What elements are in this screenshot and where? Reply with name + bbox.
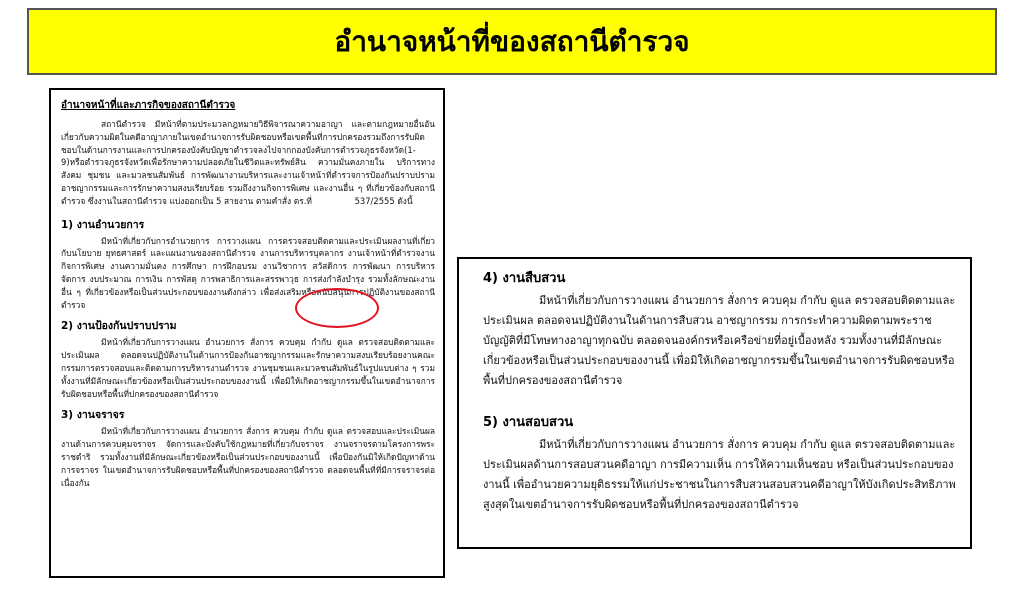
intro-text: สถานีตำรวจ มีหน้าที่ตามประมวลกฎหมายวิธีพิจารณาความอาญา และตามกฎหมายอื่นอันเกี่ยวกับความผิดในคดีอาญาภายในเขตอำนาจการรับผิดชอบหรือเขตพื้นที่การปกครองรวมถึงการรับผิดชอบในด้านการงานและการปกครองบังคับบัญชาตำรวจลงไปจากกองบังคับการตำรวจภูธรจังหวัด(1-9)หรือตำรวจภูธรจังหวัดเพื่อรักษาความปลอดภัยในชีวิตและทรัพย์สิน ความมั่นคงภายใน บริการทางสังคม ชุมชน และมวลชนสัมพันธ์ การพัฒนางานบริหารและงานเจ้าหน้าที่ตำรวจการป้องกันปราบปรามอาชญากรรมและการรักษาความสงบเรียบร้อย รวมถึงงานกิจการพิเศษ และงานอื่น ๆ ที่เกี่ยวข้องกับสถานีตำรวจ ซึ่งงานในสถานีตำรวจ แบ่งออกเป็น 5 สายงาน ตามคำสั่ง ตร.ที่ bbox=[61, 119, 435, 206]
section-2-body: มีหน้าที่เกี่ยวกับการวางแผน อำนวยการ สั่งการ ควบคุม กำกับ ดูแล ตรวจสอบติดตามและประเมินผล ตลอดจนปฏิบัติงานในด้านการป้องกันอาชญากรรมและรักษาความสงบเรียบร้อยงานคณะกรรมการตรวจสอบและติดตามการบริหารงานตำรวจ งานชุมชนและมวลชนสัมพันธ์ในรูปแบบต่าง ๆ รวมทั้งงานที่มีลักษณะเกี่ยวข้องหรือเป็นส่วนประกอบของงานนี้ เพื่อมิให้เกิดอาชญากรรมขึ้นในเขตอำนาจการรับผิดชอบหรือพื้นที่ปกครองของสถานีตำรวจ bbox=[61, 337, 435, 399]
order-reference: 537/2555 bbox=[354, 195, 395, 206]
section-4-body: มีหน้าที่เกี่ยวกับการวางแผน อำนวยการ สั่งการ ควบคุม กำกับ ดูแล ตรวจสอบติดตามและประเมินผล ตลอดจนปฏิบัติงานในด้านการสืบสวน อาชญากรรม การกระทำความผิดตามพระราชบัญญัติที่มีโทษทางอาญาทุกฉบับ ตลอดจนองค์กรหรือเครือข่ายที่อยู่เบื้องหลัง รวมทั้งงานที่มีลักษณะเกี่ยวข้องหรือเป็นส่วนประกอบของงานนี้ เพื่อมิให้เกิดอาชญากรรมขึ้นในเขตอำนาจการรับผิดชอบหรือพื้นที่ปกครองของสถานีตำรวจ bbox=[483, 294, 956, 387]
left-document-excerpt bbox=[49, 88, 445, 578]
left-doc-intro bbox=[61, 118, 435, 208]
right-document-excerpt bbox=[457, 257, 972, 549]
section-3-title: 3) งานจราจร bbox=[61, 409, 125, 422]
section-1-title: 1) งานอำนวยการ bbox=[61, 218, 145, 231]
section-3-body: มีหน้าที่เกี่ยวกับการวางแผน อำนวยการ สั่งการ ควบคุม กำกับ ดูแล ตรวจสอบและประเมินผลงานด้านการควบคุมจราจร จัดการและบังคับใช้กฎหมายที่เกี่ยวกับจราจร งานจราจรตามโครงการพระราชดำริ รวมทั้งงานที่มีลักษณะเกี่ยวข้องหรือเป็นส่วนประกอบของงานนี้ เพื่อป้องกันมิให้เกิดปัญหาด้านการจราจร ในเขตอำนาจการรับผิดชอบหรือพื้นที่ปกครองของสถานีตำรวจ ตลอดจนพื้นที่ที่มีการจราจรต่อเนื่องกัน bbox=[61, 426, 435, 488]
section-5-body: มีหน้าที่เกี่ยวกับการวางแผน อำนวยการ สั่งการ ควบคุม กำกับ ดูแล ตรวจสอบติดตามและประเมินผลด้านการสอบสวนคดีอาญา การมีความเห็น การให้ความเห็นชอบ หรือเป็นส่วนประกอบของงานนี้ เพื่ออำนวยความยุติธรรมให้แก่ประชาชนในการสืบสวนสอบสวนคดีอาญาให้บังเกิดประสิทธิภาพสูงสุดในเขตอำนาจการรับผิดชอบหรือพื้นที่ปกครองของสถานีตำรวจ bbox=[483, 438, 956, 511]
section-5-title: 5) งานสอบสวน bbox=[483, 415, 574, 430]
section-4-title: 4) งานสืบสวน bbox=[483, 271, 566, 286]
section-2-title: 2) งานป้องกันปราบปราม bbox=[61, 320, 177, 333]
title-banner bbox=[27, 8, 997, 75]
intro-end: ดังนี้ bbox=[397, 195, 413, 206]
page-title: อำนาจหน้าที่ของสถานีตำรวจ bbox=[334, 24, 690, 58]
section-1-body: มีหน้าที่เกี่ยวกับการอำนวยการ การวางแผน การตรวจสอบติดตามและประเมินผลงานที่เกี่ยวกับนโยบาย ยุทธศาสตร์ และแผนงานของสถานีตำรวจ งานการบริหารบุคลากร งานเจ้าหน้าที่ตำรวจงานกิจการพิเศษ งานความมั่นคง การศึกษา การฝึกอบรม งานวิชาการ สวัสดิการ การพัฒนา การบริหารจัดการ งบประมาณ การเงิน การพัสดุ การพลาธิการและสรรพาวุธ การส่งกำลังบำรุง รวมทั้งลักษณะงานอื่น ๆ ที่เกี่ยวข้องหรือเป็นส่วนประกอบของงานดังกล่าว เพื่อส่งเสริมหรือสนับสนุนการปฏิบัติงานของสถานีตำรวจ bbox=[61, 235, 435, 310]
left-doc-heading: อำนาจหน้าที่และภารกิจของสถานีตำรวจ bbox=[61, 100, 236, 111]
